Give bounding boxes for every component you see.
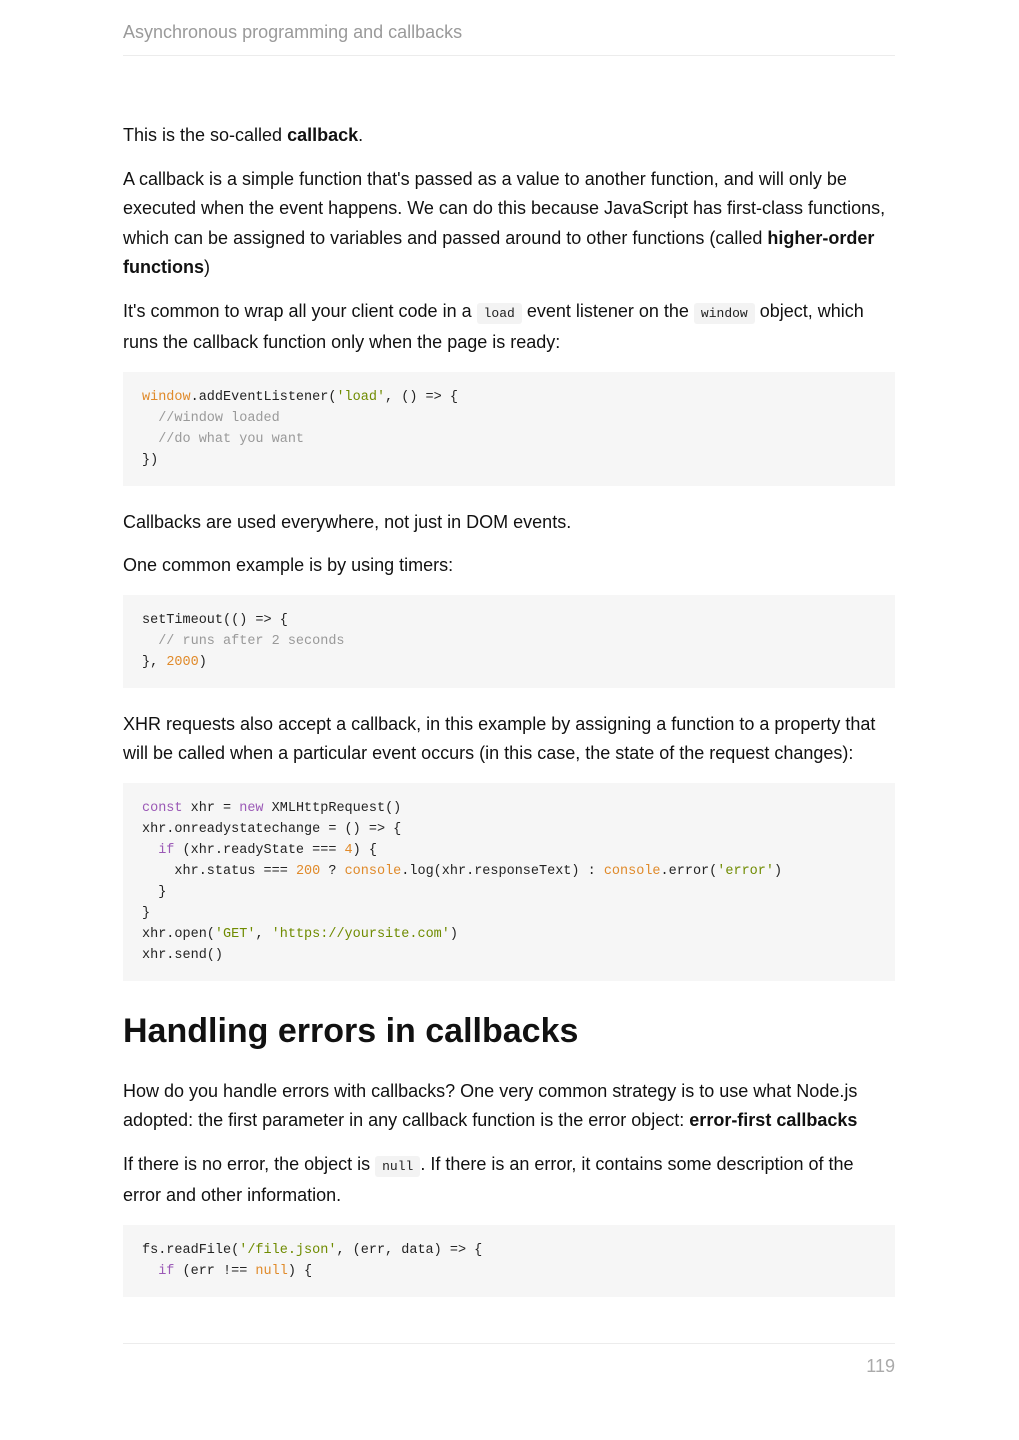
page-footer xyxy=(123,1343,895,1377)
paragraph-callback-definition: A callback is a simple function that's passed as a value to another function, and will only be executed when the event happens. We can do this because JavaScript has first-class functions, which can be assigned to variables and passed around to other functions (called higher-order functions) xyxy=(123,168,886,277)
running-header xyxy=(123,22,895,56)
inline-code-window: window xyxy=(694,303,755,324)
code-block-xhr: const xhr = new XMLHttpRequest() xhr.onreadystatechange = () => { if (xhr.readyState === 4) { xhr.status === 200 ? console.log(xhr.responseText) : console.error('error') } } xhr.open('GET', 'https://yoursite.com') xhr.send() xyxy=(123,783,895,981)
paragraph-xhr-callback: XHR requests also accept a callback, in this example by assigning a function to a property that will be called when a particular event occurs (in this case, the state of the request changes): xyxy=(123,713,876,763)
section-heading-handling-errors: Handling errors in callbacks xyxy=(123,1011,579,1050)
term-callback: callback xyxy=(287,125,359,145)
term-error-first-callbacks: error-first callbacks xyxy=(689,1110,858,1130)
paragraph-timers-example: One common example is by using timers: xyxy=(123,555,454,575)
inline-code-null: null xyxy=(375,1156,420,1177)
code-block-settimeout: setTimeout(() => { // runs after 2 seconds }, 2000) xyxy=(123,595,895,688)
term-higher-order-functions: higher-order functions xyxy=(123,227,875,277)
paragraph-error-first: How do you handle errors with callbacks? One very common strategy is to use what Node.js adopted: the first parameter in any callback function is the error object: error-first callbacks xyxy=(123,1080,858,1130)
inline-code-load: load xyxy=(477,303,522,324)
paragraph-null-error: If there is no error, the object is null . If there is an error, it contains some description of the error and other information. xyxy=(123,1153,854,1205)
code-block-load-listener: window.addEventListener('load', () => { //window loaded //do what you want }) xyxy=(123,372,895,486)
page-number: 119 xyxy=(866,1356,895,1376)
header-title: Asynchronous programming and callbacks xyxy=(123,22,463,42)
paragraph-callbacks-everywhere: Callbacks are used everywhere, not just in DOM events. xyxy=(123,511,572,532)
page-content xyxy=(123,121,895,1319)
paragraph-load-listener: It's common to wrap all your client code in a load event listener on the window object, which runs the callback function only when the page is ready: xyxy=(123,300,864,352)
paragraph-callback-intro: This is the so-called callback. xyxy=(123,125,364,145)
code-block-readfile: fs.readFile('/file.json', (err, data) => { if (err !== null) { xyxy=(123,1225,895,1297)
